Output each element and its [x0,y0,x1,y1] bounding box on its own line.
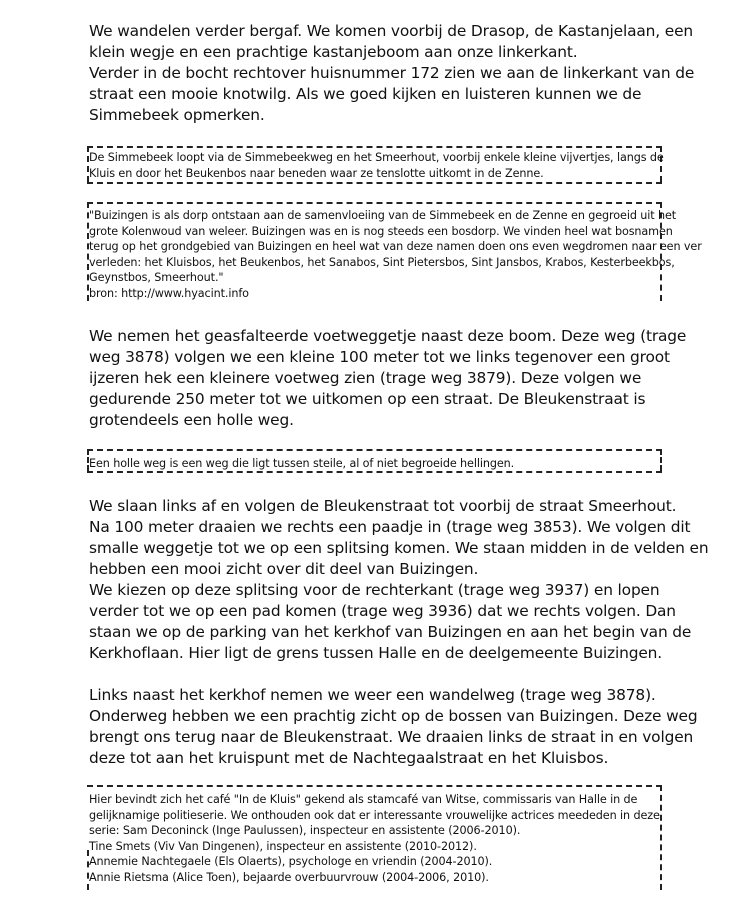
text-line: Onderweg hebben we een prachtig zicht op de bossen van Buizingen. Deze weg [89,707,698,725]
text-line: ijzeren hek een kleinere voetweg zien (trage weg 3879). Deze volgen we [89,369,642,387]
text-line: Kluis en door het Beukenbos naar beneden waar ze tenslotte uitkomt in de Zenne. [89,166,544,180]
paragraph-2 [89,326,689,431]
text-line: Een holle weg is een weg die ligt tussen steile, al of niet begroeide hellingen. [89,457,515,470]
text-line: De Simmebeek loopt via de Simmebeekweg en het Smeerhout, voorbij enkele kleine vijvertjes, langs de [89,151,664,164]
paragraph-3 [89,496,709,664]
text-line: Links naast het kerkhof nemen we weer een wandelweg (trage weg 3878). [89,686,656,704]
paragraph-1 [89,21,695,126]
text-line: grotendeels een holle weg. [89,411,294,429]
text-line: Annie Rietsma (Alice Toen), bejaarde overbuurvrouw (2004-2006, 2010). [89,870,489,884]
text-line: hebben een mooi zicht over dit deel van Buizingen. [89,560,479,578]
note-text [89,456,514,472]
note-text [89,208,702,302]
dashed-border [660,449,662,471]
dashed-border [87,202,662,204]
text-line: Simmebeek opmerken. [89,106,265,124]
text-line: deze tot aan het kruispunt met de Nachtegaalstraat en het Kluisbos. [89,749,609,767]
text-line: Na 100 meter draaien we rechts een paadje in (trage weg 3853). We volgen dit [89,518,691,536]
text-line: Hier bevindt zich het café "In de Kluis" gekend als stamcafé van Witse, commissaris van Halle in de [89,793,638,806]
text-line: weg 3878) volgen we een kleine 100 meter tot we links tegenover een groot [89,348,670,366]
text-line: gelijknamige politieserie. We onthouden ook dat er interessante vrouwelijke actrices meededen in deze [89,808,660,822]
text-line: Geynstbos, Smeerhout." [89,271,224,285]
text-line: We slaan links af en volgen de Bleukenstraat tot voorbij de straat Smeerhout. [89,497,677,515]
text-line: We kiezen op deze splitsing voor de rechterkant (trage weg 3937) en lopen [89,581,660,599]
dashed-border [87,449,662,451]
text-line: staan we op de parking van het kerkhof van Buizingen en aan het begin van de [89,623,692,641]
text-line: verder tot we op een pad komen (trage weg 3936) dat we rechts volgen. Dan [89,602,676,620]
text-line: verleden: het Kluisbos, het Beukenbos, het Sanabos, Sint Pietersbos, Sint Jansbos, Krabos, Kesterbeekbos, [89,255,675,269]
text-line: We nemen het geasfalteerde voetweggetje naast deze boom. Deze weg (trage [89,327,687,345]
text-line: grote Kolenwoud van weleer. Buizingen was en is nog steeds een bosdorp. We vinden heel wat bosnamen [89,224,673,238]
text-line: Tine Smets (Viv Van Dingenen), inspecteur en assistente (2010-2012). [89,839,477,853]
text-line: Annemie Nachtegaele (Els Olaerts), psychologe en vriendin (2004-2010). [89,855,493,869]
dashed-border [87,182,662,184]
note-text [89,150,664,181]
paragraph-4 [89,685,698,769]
text-line: straat een mooie knotwilg. Als we goed kijken en luisteren kunnen we de [89,85,642,103]
text-line: bron: http://www.hyacint.info [89,286,249,300]
text-line: "Buizingen is als dorp ontstaan aan de samenvloeiing van de Simmebeek en de Zenne en gegroeid uit het [89,209,677,222]
dashed-border [660,785,662,890]
dashed-border [87,785,662,787]
text-line: klein wegje en een prachtige kastanjeboom aan onze linkerkant. [89,43,578,61]
text-line: serie: Sam Deconinck (Inge Paulussen), inspecteur en assistente (2006-2010). [89,824,521,838]
text-line: gedurende 250 meter tot we uitkomen op een straat. De Bleukenstraat is [89,390,646,408]
text-line: Verder in de bocht rechtover huisnummer 172 zien we aan de linkerkant van de [89,64,695,82]
text-line: We wandelen verder bergaf. We komen voorbij de Drasop, de Kastanjelaan, een [89,22,694,40]
dashed-border [87,471,662,473]
text-line: smalle weggetje tot we op een splitsing komen. We staan midden in de velden en [89,539,709,557]
note-text [89,792,660,886]
text-line: Kerkhoflaan. Hier ligt de grens tussen Halle en de deelgemeente Buizingen. [89,644,662,662]
dashed-border [87,146,662,148]
text-line: brengt ons terug naar de Bleukenstraat. We draaien links de straat in en volgen [89,728,694,746]
text-line: terug op het grondgebied van Buizingen en heel wat van deze namen doen ons even wegdromen naar een ver [89,240,702,254]
